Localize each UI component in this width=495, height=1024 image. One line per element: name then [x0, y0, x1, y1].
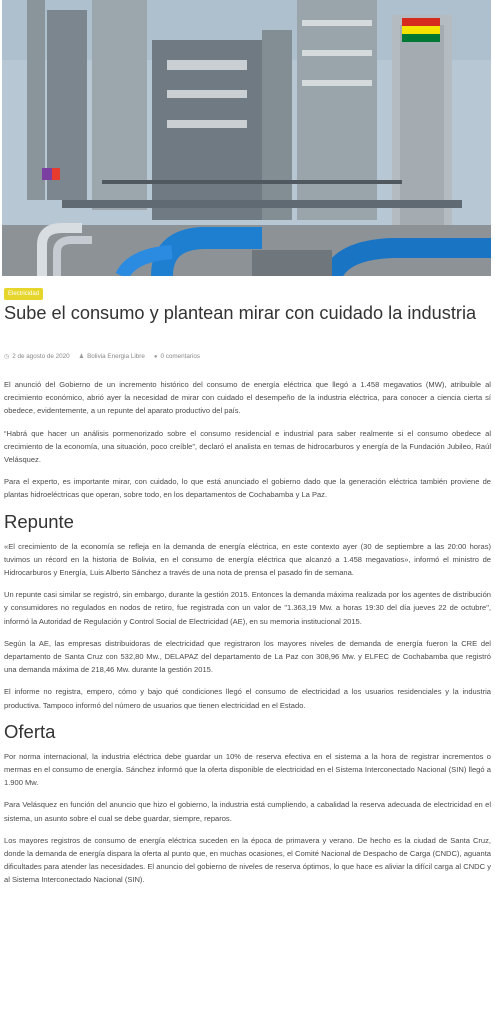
paragraph: «El crecimiento de la economía se refleja en la demanda de energía eléctrica, en este contexto ayer (30 de septiembre a las 20:00 horas) tuvimos un récord en la historia de Bolivia, en el consumo de energía eléctrica que alcanzó a 1.458 megavatios», informó el ministro de Hidrocarburos y Energía, Luis Alberto Sánchez a través de una nota de prensa el pasado fin de semana. — [4, 541, 491, 578]
paragraph: El anunció del Gobierno de un incremento histórico del consumo de energía eléctrica que llegó a 1.458 megavatios (MW), atribuible al crecimiento económico, abrió ayer la necesidad de mirar con cuidado el desempeño de la industria eléctrica, para conocer a ciencia cierta sí obedece, evidentemente, a un repunte del aparato productivo del país. — [4, 380, 491, 416]
meta-date — [4, 353, 70, 360]
clock-icon: ◷ — [4, 354, 10, 360]
comment-icon: ● — [153, 353, 158, 360]
power-plant-illustration — [2, 0, 491, 276]
category-badge[interactable]: Electricidad — [4, 288, 43, 300]
paragraph: Para Velásquez en función del anuncio que hizo el gobierno, la industria está cumpliendo, a cabalidad la reserva adecuada de electricidad en el sistema, un asunto sobre el cual se debe guardar, siempre, reparos. — [4, 800, 491, 823]
article-meta — [4, 353, 209, 360]
paragraph: Los mayores registros de consumo de energía eléctrica suceden en la época de primavera y verano. De hecho es la ciudad de Santa Cruz, donde la demanda de energía dispara la oferta al punto que, en muchas ocasiones, el Comité Nacional de Despacho de Carga (CNDC), aguanta dificultades para atender las necesidades. El anuncio del gobierno de niveles de reserva óptimos, lo que hace es aliviar la difícil carga al CNDC y al Sistema Interconectado Nacional (SIN). — [4, 835, 491, 885]
user-icon: ♟ — [78, 354, 85, 360]
hero-image-power-plant — [2, 0, 491, 276]
meta-comments-text[interactable]: 0 comentarios — [160, 353, 201, 360]
meta-date-text[interactable]: 2 de agosto de 2020 — [12, 353, 70, 360]
paragraph: Según la AE, las empresas distribuidoras de electricidad que registraron los mayores niveles de demanda de energía fueron la CRE del departamento de Santa Cruz con 532,80 Mw., DELAPAZ del departamento de La Paz con 308,96 Mw. y ELFEC de Cochabamba que registró una demanda máxima de 218,46 Mw. durante la gestión 2015. — [4, 638, 491, 675]
meta-author-text[interactable]: Bolivia Energia Libre — [87, 353, 145, 360]
paragraph: El informe no registra, empero, cómo y bajo qué condiciones llegó el consumo de electricidad a los usuarios residenciales y la industria productiva. Tampoco informó del número de usuarios que tienen electricidad en el Estado. — [4, 687, 491, 710]
meta-author — [79, 353, 145, 360]
paragraph: “Habrá que hacer un análisis pormenorizado sobre el consumo residencial e industrial para saber realmente si el consumo obedece al crecimiento de la economía, una situación, poco creíble”, declaró el analista en temas de hidrocarburos y energía de la Fundación Jubileo, Raúl Velásquez. — [4, 428, 491, 465]
article-title: Sube el consumo y plantean mirar con cuidado la industria — [4, 303, 477, 323]
paragraph: Por norma internacional, la industria eléctrica debe guardar un 10% de reserva efectiva en el sistema a la hora de registrar incrementos o mermas en el consumo de energía. Sánchez informó que la oferta disponible de electricidad en el Sistema Interconectado Nacional (SIN) llegó a 1.900 Mw. — [4, 751, 491, 788]
article-body — [4, 378, 491, 896]
section-heading-repunte: Repunte — [4, 510, 74, 532]
paragraph: Un repunte casi similar se registró, sin embargo, durante la gestión 2015. Entonces la demanda máxima realizada por los agentes de distribución y consumidores no regulados en nodos de retiro, fue registrada con un valor de "1.363,19 Mw. a horas 19:30 del día jueves 22 de octubre", informó la Autoridad de Regulación y Control Social de Electricidad (AE), en su memoria institucional 2015. — [4, 590, 491, 626]
paragraph: Para el experto, es importante mirar, con cuidado, lo que está anunciado el gobierno dado que la generación eléctrica también proviene de plantas hidroeléctricas que operan, sobre todo, en los departamentos de Cochabamba y La Paz. — [4, 477, 491, 500]
meta-comments — [154, 353, 200, 360]
section-heading-oferta: Oferta — [4, 720, 56, 742]
